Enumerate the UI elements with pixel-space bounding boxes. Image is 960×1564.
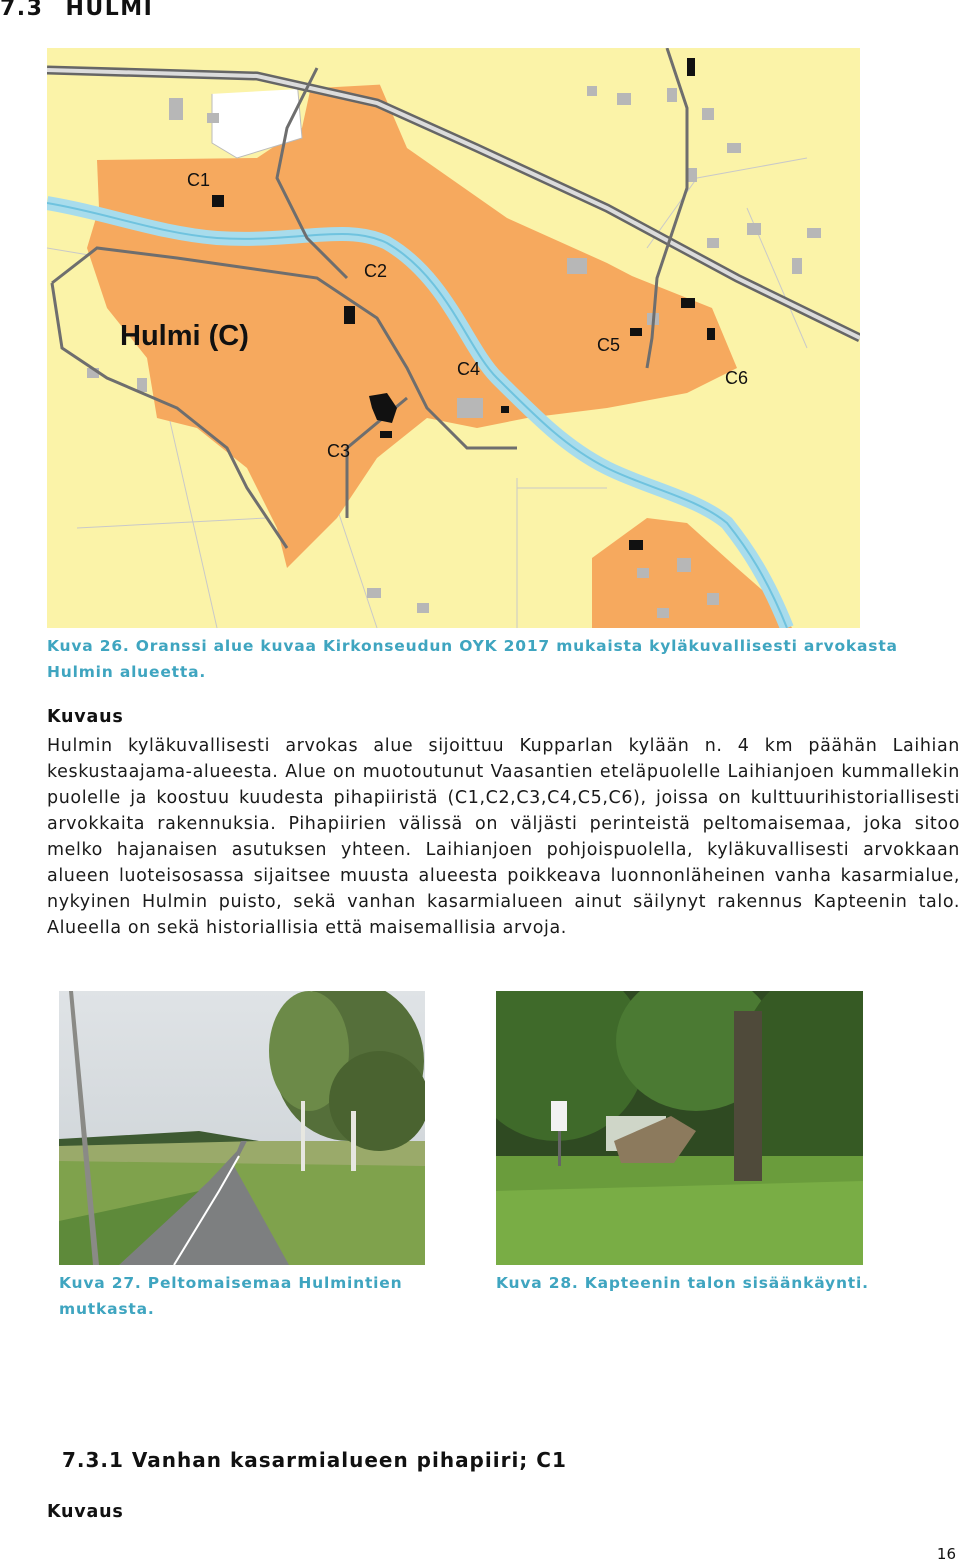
- map-figure: [47, 48, 860, 628]
- subsection-number: 7.3.1: [62, 1448, 124, 1472]
- building-c4: [501, 406, 509, 413]
- description-text: Hulmin kyläkuvallisesti arvokas alue sijoittuu Kupparlan kylään n. 4 km päähän Laihian keskustaajama-alueesta. Alue on muotoutunut Vaasantien eteläpuolelle Laihianjoen kummallekin puolelle ja koostuu kuudesta pihapiiristä (C1,C2,C3,C4,C5,C6), joissa on kulttuurihistoriallisesti arvokkaita rakennuksia. Pihapiirien välissä on väljästi perinteistä peltomaisemaa, joka sitoo melko hajanaisen asutuksen yhteen. Laihianjoen pohjoispuolella, kyläkuvallisesti arvokkaan alueen luoteisosassa sijaitsee muusta alueesta poikkeava luonnonläheinen vanha kasarmialue, nykyinen Hulmin puisto, sekä vanhan kasarmialueen ainut säilynyt rakennus Kapteenin talo. Alueella on sekä historiallisia että maisemallisia arvoja.: [47, 736, 960, 938]
- building-c6: [707, 328, 715, 340]
- place-label: Hulmi (C): [120, 320, 249, 352]
- building-c5b: [681, 298, 695, 308]
- subsection-title: Vanhan kasarmialueen pihapiiri; C1: [131, 1448, 567, 1472]
- site-label-c6: C6: [725, 368, 749, 388]
- site-label-c5: C5: [597, 335, 621, 355]
- photo-road: [59, 991, 425, 1265]
- subsection-description-label: Kuvaus: [47, 1502, 124, 1522]
- section-heading: [0, 0, 153, 21]
- figure-26-caption: Kuva 26. Oranssi alue kuvaa Kirkonseudun OYK 2017 mukaista kyläkuvallisesti arvokasta Hulmin alueetta.: [47, 637, 898, 681]
- photo-road-svg: [59, 991, 425, 1265]
- site-label-c1: C1: [187, 170, 211, 190]
- page-number: 16: [936, 1545, 956, 1563]
- map-svg: [47, 48, 860, 628]
- subsection-heading: [62, 1448, 567, 1472]
- figure-28-caption: Kuva 28. Kapteenin talon sisäänkäynti.: [496, 1274, 869, 1292]
- building-c1: [212, 195, 224, 207]
- section-title: HULMI: [65, 0, 154, 21]
- building-c3b: [380, 431, 392, 438]
- site-label-c3: C3: [327, 441, 351, 461]
- section-number: 7.3: [0, 0, 44, 21]
- building-south: [629, 540, 643, 550]
- photo-entrance-svg: [496, 991, 863, 1265]
- building-c2: [344, 306, 355, 324]
- site-label-c2: C2: [364, 261, 388, 281]
- building-north: [687, 58, 695, 76]
- site-label-c4: C4: [457, 359, 481, 379]
- building-c5a: [630, 328, 642, 336]
- description-label: Kuvaus: [47, 707, 124, 727]
- photo-entrance: [496, 991, 863, 1265]
- figure-27-caption: Kuva 27. Peltomaisemaa Hulmintien mutkasta.: [59, 1274, 403, 1318]
